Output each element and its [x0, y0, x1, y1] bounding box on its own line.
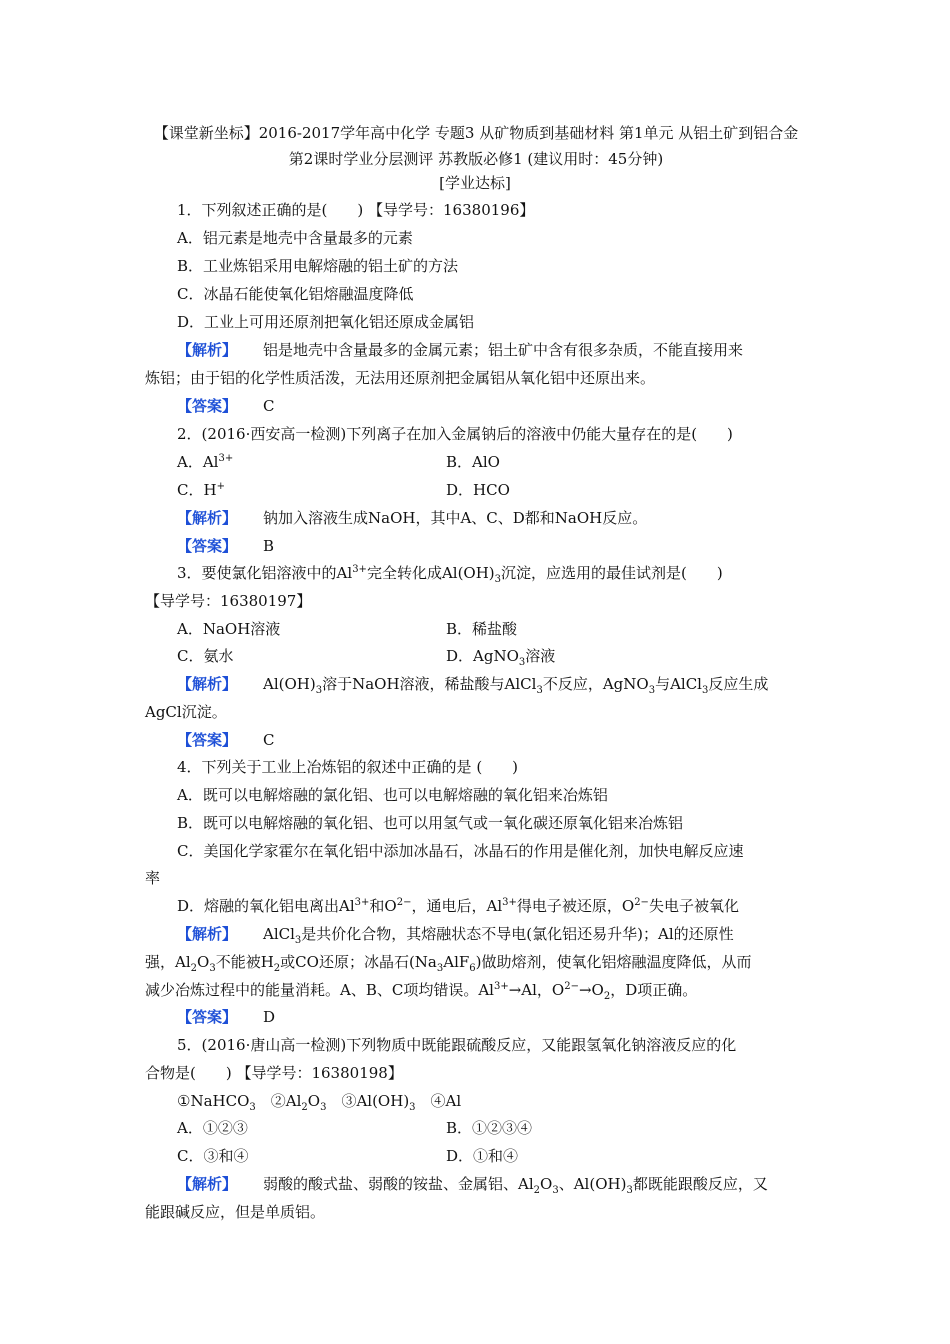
q3-option-b: B．稀盐酸: [446, 620, 518, 638]
q2-option-b: B．AlO: [446, 453, 500, 471]
q1-analysis-cont: 炼铝；由于铝的化学性质活泼，无法用还原剂把金属铝从氧化铝中还原出来。: [145, 369, 656, 387]
q3-guide-number: 【导学号：16380197】: [145, 592, 312, 610]
q5-analysis: 【解析】 弱酸的酸式盐、弱酸的铵盐、金属铝、$Al_2O_3$、$Al(OH)_3$都既能跟酸反应，又: [177, 1175, 768, 1196]
q1-option-c: C．冰晶石能使氧化铝熔融温度降低: [177, 285, 414, 303]
answer-tag: 【答案】: [177, 537, 238, 555]
analysis-tag: 【解析】: [177, 675, 238, 693]
q3-option-d: D．AgNO$_3$溶液: [446, 647, 556, 668]
q1-analysis: 【解析】 铝是地壳中含量最多的金属元素；铝土矿中含有很多杂质，不能直接用来: [177, 341, 744, 359]
answer-tag: 【答案】: [177, 731, 238, 749]
q4-option-a: A．既可以电解熔融的氯化铝、也可以电解熔融的氧化铝来冶炼铝: [177, 786, 608, 804]
q4-option-d: D．熔融的氧化铝电离出$Al^{3+}$和$O^{2-}$，通电后，$Al^{3+}$得电子被还原，$O^{2-}$失电子被氧化: [177, 897, 739, 915]
q3-option-a: A．NaOH溶液: [177, 620, 281, 638]
answer-tag: 【答案】: [177, 397, 238, 415]
analysis-tag: 【解析】: [177, 341, 238, 359]
analysis-tag: 【解析】: [177, 509, 238, 527]
analysis-tag: 【解析】: [177, 925, 238, 943]
q2-stem: 2．(2016·西安高一检测)下列离子在加入金属钠后的溶液中仍能大量存在的是( ): [177, 425, 733, 443]
q5-stem-cont: 合物是( ) 【导学号：16380198】: [145, 1064, 403, 1082]
q3-option-c: C．氨水: [177, 647, 234, 665]
q4-stem: 4．下列关于工业上冶炼铝的叙述中正确的是 ( ): [177, 758, 519, 776]
analysis-tag: 【解析】: [177, 1175, 238, 1193]
q4-option-b: B．既可以电解熔融的氧化铝、也可以用氢气或一氧化碳还原氧化铝来冶炼铝: [177, 814, 684, 832]
q4-answer: 【答案】 D: [177, 1008, 276, 1026]
q1-option-a: A．铝元素是地壳中含量最多的元素: [177, 229, 413, 247]
q2-answer: 【答案】 B: [177, 537, 275, 555]
document-title: 【课堂新坐标】2016-2017学年高中化学 专题3 从矿物质到基础材料 第1单元 从铝土矿到铝合金 第2课时学业分层测评 苏教版必修1 (建议用时：45分钟): [153, 124, 799, 168]
section-heading: [学业达标]: [439, 174, 511, 192]
q4-analysis: 【解析】 AlCl$_3$是共价化合物，其熔融状态不导电(氯化铝还易升华)；Al的还原性: [177, 925, 734, 946]
q4-option-c-cont: 率: [145, 869, 161, 887]
q1-option-d: D．工业上可用还原剂把氧化铝还原成金属铝: [177, 313, 475, 331]
q2-analysis: 【解析】 钠加入溶液生成NaOH，其中A、C、D都和NaOH反应。: [177, 509, 648, 527]
q2-option-c: C．H+: [177, 481, 225, 499]
q5-analysis-cont: 能跟碱反应，但是单质铝。: [145, 1203, 326, 1221]
q3-stem: 3．要使氯化铝溶液中的$Al^{3+}$完全转化成$Al(OH)_3$沉淀，应选用的最佳试剂是( ): [177, 564, 723, 585]
q3-answer: 【答案】 C: [177, 731, 275, 749]
q2-option-d: D．HCO: [446, 481, 510, 499]
q1-option-b: B．工业炼铝采用电解熔融的铝土矿的方法: [177, 257, 459, 275]
q4-option-c: C．美国化学家霍尔在氧化铝中添加冰晶石，冰晶石的作用是催化剂，加快电解反应速: [177, 842, 744, 860]
q2-option-a: A．$Al^{3+}$: [177, 453, 234, 471]
q5-option-d: D．①和④: [446, 1147, 519, 1165]
q3-analysis-cont: AgCl沉淀。: [145, 703, 227, 721]
q1-answer: 【答案】 C: [177, 397, 275, 415]
q3-analysis: 【解析】 $Al(OH)_3$溶于NaOH溶液，稀盐酸与AlCl$_3$不反应，AgNO$_3$与AlCl$_3$反应生成: [177, 675, 769, 696]
q5-items: ①NaHCO$_3$ $②Al_2O_3$ $③Al(OH)_3$ ④Al: [177, 1092, 462, 1113]
q5-option-b: B．①②③④: [446, 1119, 533, 1137]
q5-option-a: A．①②③: [177, 1119, 248, 1137]
answer-tag: 【答案】: [177, 1008, 238, 1026]
q4-analysis-cont2: 减少冶炼过程中的能量消耗。A、B、C项均错误。$Al^{3+}\to Al$，$O^{2-}\to O_2$，D项正确。: [145, 981, 698, 1002]
q1-stem: 1．下列叙述正确的是( ) 【导学号：16380196】: [177, 201, 535, 219]
q5-stem: 5．(2016·唐山高一检测)下列物质中既能跟硫酸反应，又能跟氢氧化钠溶液反应的化: [177, 1036, 737, 1054]
q4-analysis-cont1: 强，$Al_2O_3$不能被$H_2$或CO还原；冰晶石$(Na_3AlF_6)$做助熔剂，使氧化铝熔融温度降低，从而: [145, 953, 752, 974]
q5-option-c: C．③和④: [177, 1147, 249, 1165]
